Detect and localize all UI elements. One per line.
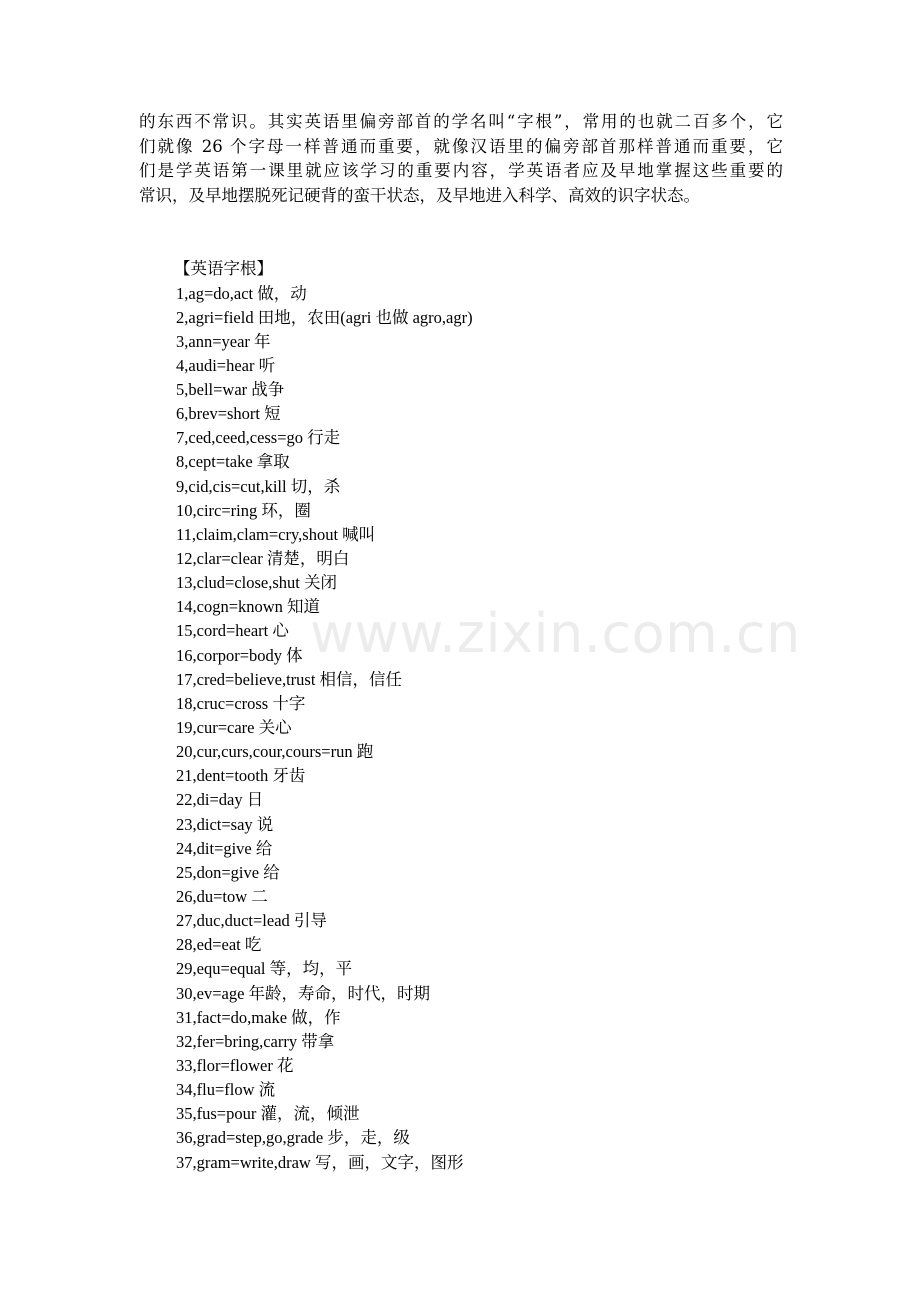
word-root-item: 17,cred=believe,trust 相信，信任 (176, 669, 403, 689)
word-root-item: 30,ev=age 年龄，寿命，时代，时期 (176, 983, 431, 1003)
word-root-item: 20,cur,curs,cour,cours=run 跑 (176, 742, 374, 762)
watermark: www.zixin.com.cn (310, 602, 801, 665)
word-root-item: 19,cur=care 关心 (176, 718, 292, 738)
word-root-item: 9,cid,cis=cut,kill 切，杀 (176, 476, 341, 496)
word-root-item: 18,cruc=cross 十字 (176, 693, 306, 713)
intro-line: 们就像 26 个字母一样普通而重要，就像汉语里的偏旁部首那样普通而重要，它 (139, 136, 783, 156)
word-root-item: 2,agri=field 田地，农田(agri 也做 agro,agr) (176, 307, 473, 327)
word-root-item: 27,duc,duct=lead 引导 (176, 911, 327, 931)
intro-line: 们是学英语第一课里就应该学习的重要内容，学英语者应及早地掌握这些重要的 (139, 161, 783, 180)
word-root-item: 10,circ=ring 环，圈 (176, 500, 311, 520)
word-root-item: 16,corpor=body 体 (176, 645, 303, 665)
word-root-item: 28,ed=eat 吃 (176, 935, 262, 955)
word-root-item: 33,flor=flower 花 (176, 1056, 294, 1075)
word-root-item: 36,grad=step,go,grade 步，走，级 (176, 1128, 410, 1148)
word-root-item: 35,fus=pour 灌，流，倾泄 (176, 1104, 360, 1124)
intro-line: 常识，及早地摆脱死记硬背的蛮干状态，及早地进入科学、高效的识字状态。 (139, 185, 700, 205)
word-root-item: 21,dent=tooth 牙齿 (176, 766, 306, 786)
word-root-item: 15,cord=heart 心 (176, 621, 289, 641)
word-root-item: 3,ann=year 年 (176, 331, 271, 351)
word-root-item: 11,claim,clam=cry,shout 喊叫 (176, 524, 376, 544)
word-root-item: 37,gram=write,draw 写，画，文字，图形 (176, 1152, 464, 1172)
word-root-item: 22,di=day 日 (176, 790, 264, 810)
word-root-item: 23,dict=say 说 (176, 814, 274, 834)
word-root-item: 7,ced,ceed,cess=go 行走 (176, 428, 341, 448)
section-title: 【英语字根】 (174, 259, 273, 278)
intro-line: 的东西不常识。其实英语里偏旁部首的学名叫“字根”，常用的也就二百多个，它 (139, 112, 783, 131)
word-root-item: 5,bell=war 战争 (176, 380, 285, 400)
word-root-item: 31,fact=do,make 做，作 (176, 1007, 341, 1027)
word-root-item: 25,don=give 给 (176, 862, 280, 882)
word-root-item: 24,dit=give 给 (176, 838, 273, 858)
word-root-item: 12,clar=clear 清楚，明白 (176, 549, 350, 569)
word-root-item: 29,equ=equal 等，均，平 (176, 959, 353, 979)
word-root-item: 8,cept=take 拿取 (176, 452, 290, 472)
word-root-item: 14,cogn=known 知道 (176, 597, 321, 617)
word-roots-list (176, 282, 473, 1175)
word-root-item: 6,brev=short 短 (176, 404, 281, 424)
word-root-item: 1,ag=do,act 做，动 (176, 283, 307, 303)
word-root-item: 13,clud=close,shut 关闭 (176, 573, 337, 593)
word-root-item: 26,du=tow 二 (176, 887, 268, 907)
word-root-item: 4,audi=hear 听 (176, 355, 276, 375)
word-root-item: 32,fer=bring,carry 带拿 (176, 1031, 335, 1051)
intro-paragraph (139, 110, 783, 208)
word-root-item: 34,flu=flow 流 (176, 1080, 276, 1100)
